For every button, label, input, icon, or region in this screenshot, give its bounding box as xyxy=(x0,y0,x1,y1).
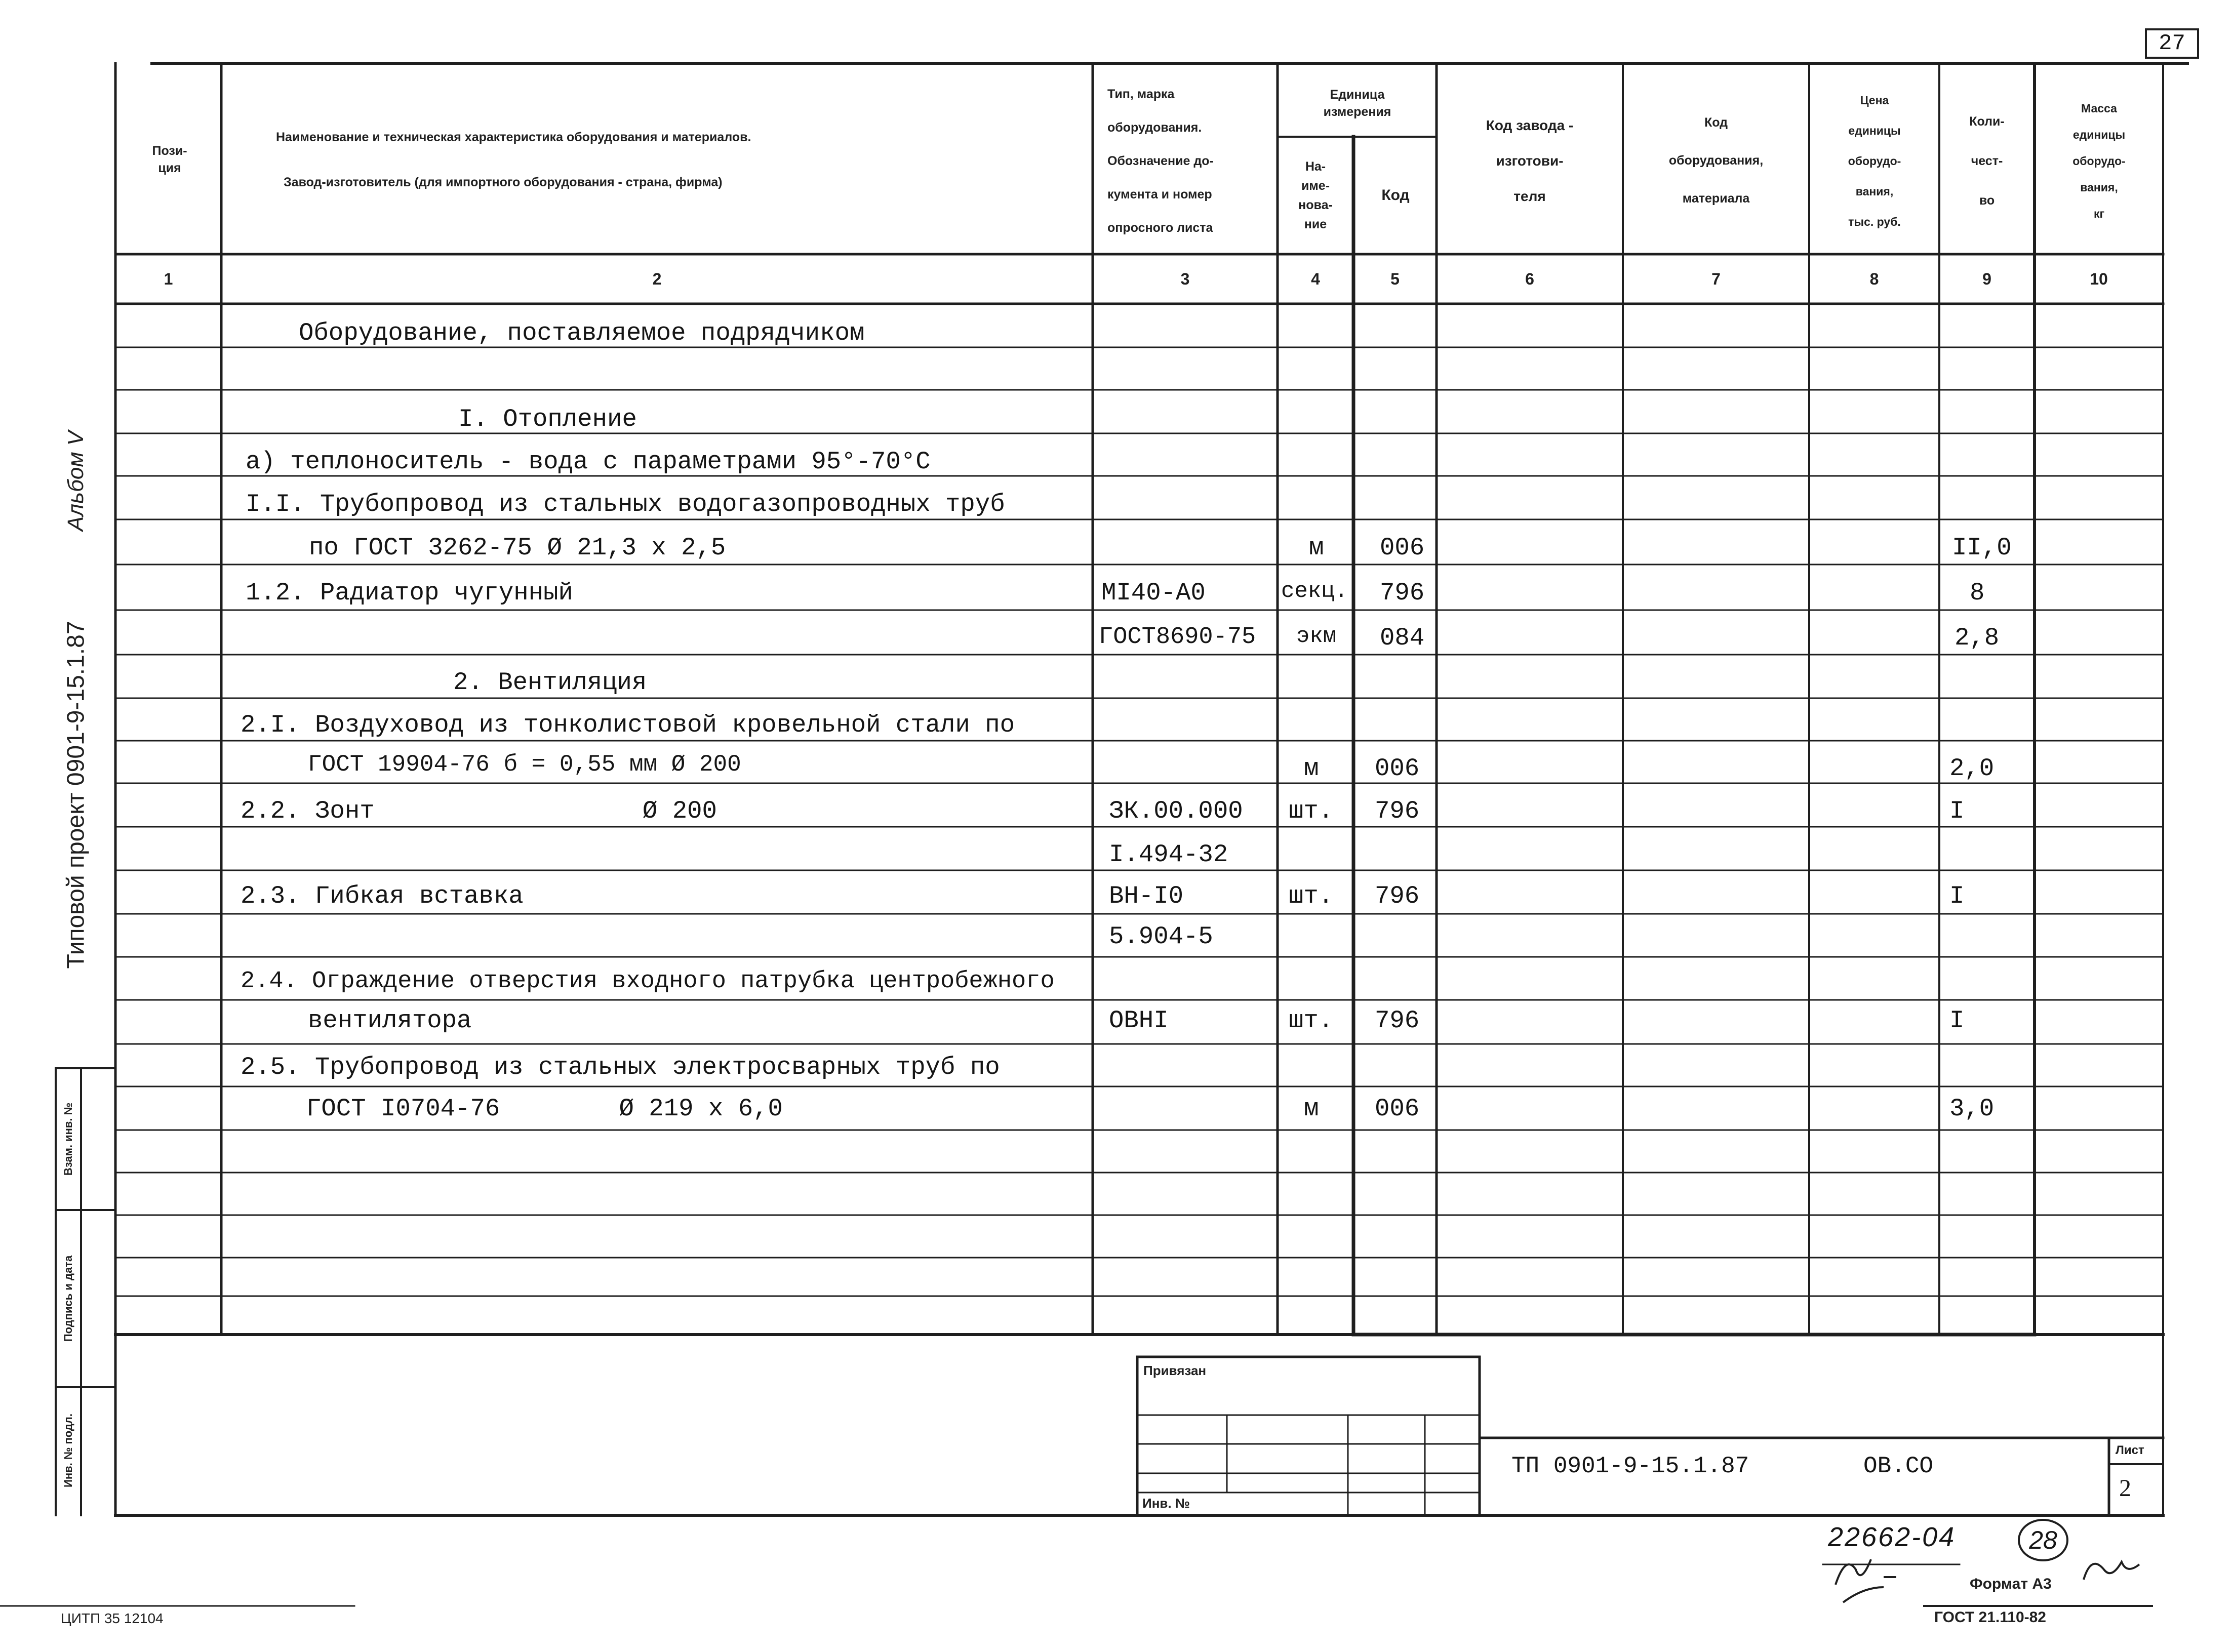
format-label: Формат А3 xyxy=(1970,1576,2052,1592)
print-code: ЦИТП 35 12104 xyxy=(61,1610,164,1626)
row-name: I.I. Трубопровод из стальных водогазопроводных труб xyxy=(246,490,1005,518)
header-position-label: Пози- ция xyxy=(152,144,187,175)
colnum-10: 10 xyxy=(2090,270,2108,288)
row-code: 006 xyxy=(1375,754,1420,783)
row-type: ЗК.00.000 xyxy=(1109,797,1243,825)
privyazan-label: Привязан xyxy=(1143,1363,1207,1378)
row-code: 796 xyxy=(1375,797,1420,825)
stamp-vzam-inv: Взам. инв. № xyxy=(62,1102,74,1176)
header-unit-group xyxy=(1280,71,1434,136)
row-unit: м xyxy=(1304,754,1319,783)
colnum-3: 3 xyxy=(1180,270,1190,288)
header-unit-code-label: Код xyxy=(1381,187,1410,204)
document-section: ОВ.СО xyxy=(1863,1453,1934,1479)
row-name: ГОСТ I0704-76 Ø 219 x 6,0 xyxy=(306,1095,783,1123)
header-name-line2: Завод-изготовитель (для импортного оборудования - страна, фирма) xyxy=(284,175,723,189)
row-type: ГОСТ8690-75 xyxy=(1099,624,1256,651)
header-quantity-label: Коли- чест- во xyxy=(1969,114,2005,208)
header-unit-code xyxy=(1357,139,1434,252)
header-price-label: Цена единицы оборудо- вания, тыс. руб. xyxy=(1848,93,1901,228)
header-price xyxy=(1812,71,1937,251)
colnum-7: 7 xyxy=(1711,270,1721,288)
colnum-4: 4 xyxy=(1311,270,1320,288)
row-code: 796 xyxy=(1375,1006,1420,1035)
row-type: I.494-32 xyxy=(1109,840,1228,869)
row-name: вентилятора xyxy=(308,1006,472,1035)
header-unit-name xyxy=(1280,139,1351,252)
row-qty: 2,8 xyxy=(1955,624,2000,652)
circled-page-number: 28 xyxy=(2029,1526,2057,1554)
row-name: 2.I. Воздуховод из тонколистовой кровельной стали по xyxy=(241,711,1015,739)
row-name: 2.2. Зонт Ø 200 xyxy=(241,797,717,825)
sheet-label: Лист xyxy=(2116,1443,2144,1457)
row-unit: шт. xyxy=(1289,882,1334,910)
row-qty: 8 xyxy=(1970,579,1985,607)
row-qty: I xyxy=(1949,797,1965,825)
header-type xyxy=(1096,71,1274,251)
inv-no-label: Инв. № xyxy=(1142,1496,1190,1511)
row-name: 2. Вентиляция xyxy=(453,668,647,697)
row-name: 1.2. Радиатор чугунный xyxy=(246,579,573,607)
header-mass-label: Масса единицы оборудо- вания, кг xyxy=(2072,101,2126,220)
row-qty: II,0 xyxy=(1952,534,2012,562)
header-equipment-code-label: Код оборудования, материала xyxy=(1668,115,1764,206)
header-unit-name-label: На- име- нова- ние xyxy=(1298,159,1333,231)
header-name-line1: Наименование и техническая характеристика оборудования и материалов. xyxy=(276,130,751,144)
row-qty: 3,0 xyxy=(1949,1095,1995,1123)
row-code: 006 xyxy=(1380,534,1425,562)
gost-label: ГОСТ 21.110-82 xyxy=(1934,1609,2046,1626)
header-unit-group-label: Единица измерения xyxy=(1323,88,1391,119)
colnum-5: 5 xyxy=(1390,270,1400,288)
header-type-label: Тип, марка оборудования. Обозначение до- кумента и номер опросного листа xyxy=(1107,87,1214,235)
row-code: 796 xyxy=(1375,882,1420,910)
row-code: 796 xyxy=(1380,579,1425,607)
sheet-number: 2 xyxy=(2119,1475,2131,1502)
row-unit: секц. xyxy=(1281,579,1348,604)
row-name: I. Отопление xyxy=(458,405,637,433)
stamp-podpis-data: Подпись и дата xyxy=(62,1255,74,1342)
album-vertical-text: Альбом V xyxy=(63,430,88,532)
header-factory-code xyxy=(1439,71,1620,251)
row-qty: 2,0 xyxy=(1949,754,1995,783)
header-name xyxy=(225,71,1086,248)
row-unit: шт. xyxy=(1289,1006,1334,1035)
colnum-8: 8 xyxy=(1869,270,1879,288)
header-factory-code-label: Код завода - изготови- теля xyxy=(1486,117,1574,204)
header-mass xyxy=(2037,71,2161,251)
row-name: по ГОСТ 3262-75 Ø 21,3 x 2,5 xyxy=(309,534,726,562)
row-type: ОВНI xyxy=(1109,1006,1169,1035)
colnum-6: 6 xyxy=(1525,270,1534,288)
stamp-inv-podl: Инв. № подл. xyxy=(62,1414,74,1487)
row-name: 2.4. Ограждение отверстия входного патрубка центробежного xyxy=(241,968,1055,995)
row-unit: экм xyxy=(1296,624,1337,649)
row-code: 006 xyxy=(1375,1095,1420,1123)
archive-number: 22662-04 xyxy=(1828,1522,1956,1552)
row-type: ВН-I0 xyxy=(1109,882,1184,910)
row-unit: м xyxy=(1304,1095,1319,1123)
sheet-corner-number: 27 xyxy=(2159,31,2185,56)
row-name: а) теплоноситель - вода с параметрами 95°-70°С xyxy=(246,448,931,476)
header-position xyxy=(122,71,218,248)
colnum-2: 2 xyxy=(652,270,662,288)
document-designation: ТП 0901-9-15.1.87 xyxy=(1511,1453,1749,1479)
row-name: Оборудование, поставляемое подрядчиком xyxy=(299,319,865,347)
row-name: ГОСТ 19904-76 б = 0,55 мм Ø 200 xyxy=(308,751,741,778)
row-qty: I xyxy=(1949,882,1965,910)
row-unit: м xyxy=(1309,534,1324,562)
row-unit: шт. xyxy=(1289,797,1334,825)
colnum-9: 9 xyxy=(1982,270,1991,288)
header-quantity xyxy=(1942,71,2032,251)
row-qty: I xyxy=(1949,1006,1965,1035)
row-type: 5.904-5 xyxy=(1109,922,1213,951)
header-equipment-code xyxy=(1625,71,1807,251)
project-vertical-text: Типовой проект 0901-9-15.1.87 xyxy=(62,621,90,969)
row-name: 2.5. Трубопровод из стальных электросварных труб по xyxy=(241,1053,1000,1081)
row-type: МI40-А0 xyxy=(1101,579,1206,607)
row-code: 084 xyxy=(1380,624,1425,652)
colnum-1: 1 xyxy=(164,270,173,288)
row-name: 2.3. Гибкая вставка xyxy=(241,882,524,910)
